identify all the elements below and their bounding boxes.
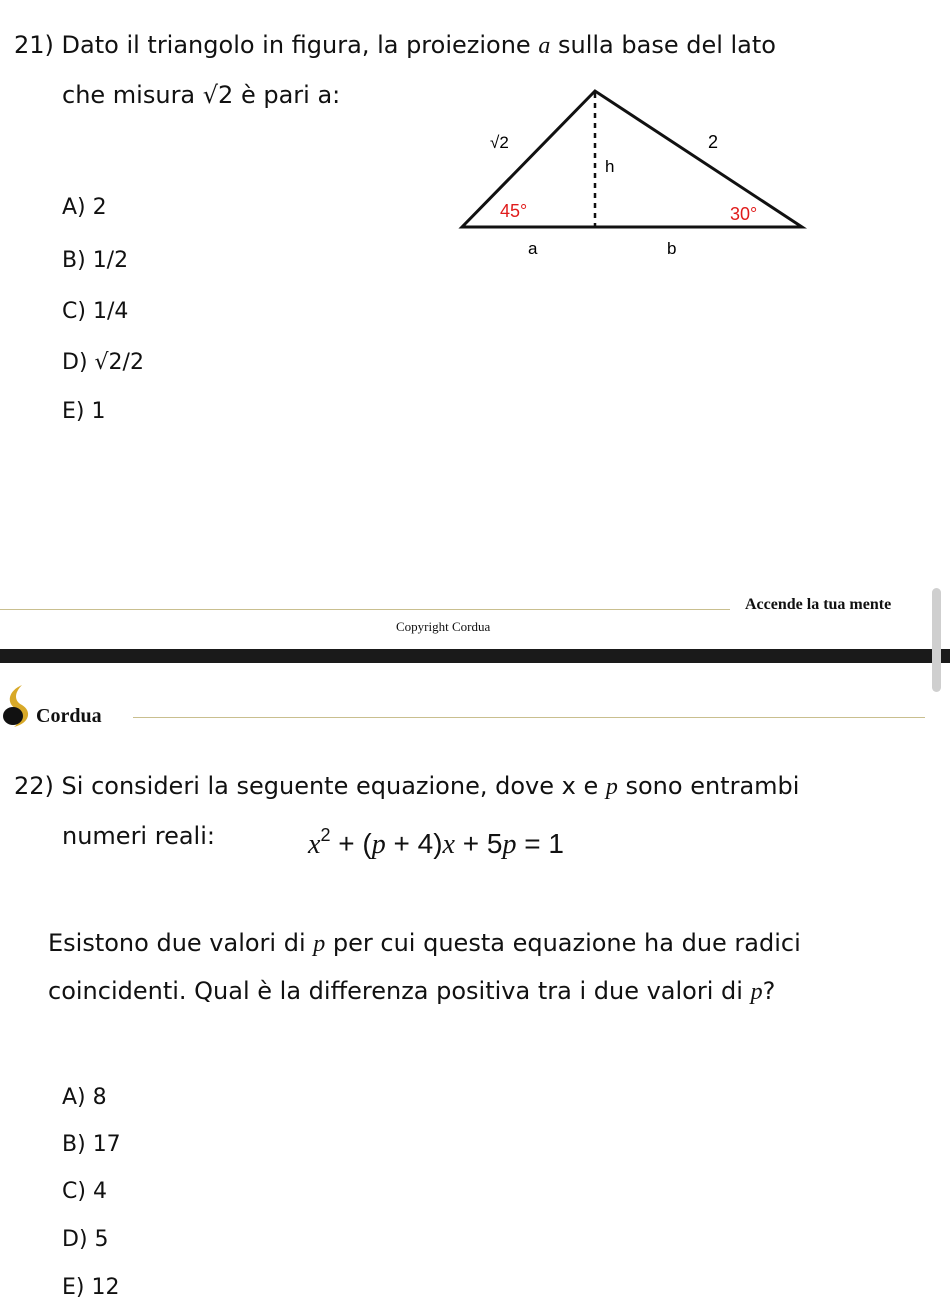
q22-equation: $x^2 + (p + 4)x + 5p = 1$ [308,825,564,860]
label-angle-45: 45° [500,201,528,221]
q21-title-line2: che misura √2 è pari a: [62,81,341,109]
q21-option-d[interactable]: D) √2/2 [62,350,144,375]
triangle-figure [440,80,820,270]
scrollbar-thumb[interactable] [932,588,941,692]
label-angle-30: 30° [730,204,758,224]
q21-title-line1: 21) Dato il triangolo in figura, la proiezione a sulla base del lato [14,31,776,59]
q22-title-line2: numeri reali: [62,822,215,850]
label-right-side: 2 [708,132,719,152]
footer-divider [0,609,730,610]
header-divider [133,717,925,718]
label-height: h [605,157,615,176]
p-symbol: p [605,774,618,800]
q21-option-a[interactable]: A) 2 [62,195,107,220]
q21-option-e[interactable]: E) 1 [62,399,106,424]
alpha-symbol: a [538,33,551,59]
label-seg-a: a [528,239,538,258]
brand-name: Cordua [36,705,102,727]
q22-option-b[interactable]: B) 17 [62,1132,121,1157]
cordua-logo-icon [2,683,32,729]
q22-title-line1: 22) Si consideri la seguente equazione, dove x e p sono entrambi [14,772,800,800]
q22-body-line2: coincidenti. Qual è la differenza positiva tra i due valori di p? [48,977,776,1005]
footer-tagline: Accende la tua mente [745,596,892,613]
q21-option-c[interactable]: C) 1/4 [62,299,129,324]
label-seg-b: b [667,239,677,258]
q21-option-b[interactable]: B) 1/2 [62,248,129,273]
q22-option-d[interactable]: D) 5 [62,1227,109,1252]
page-separator [0,649,950,663]
footer-copyright: Copyright Cordua [396,619,491,634]
q22-option-c[interactable]: C) 4 [62,1179,107,1204]
q22-option-e[interactable]: E) 12 [62,1275,120,1300]
q22-body-line1: Esistono due valori di p per cui questa equazione ha due radici [48,929,801,957]
label-left-side: √2 [490,133,509,152]
q22-option-a[interactable]: A) 8 [62,1085,107,1110]
